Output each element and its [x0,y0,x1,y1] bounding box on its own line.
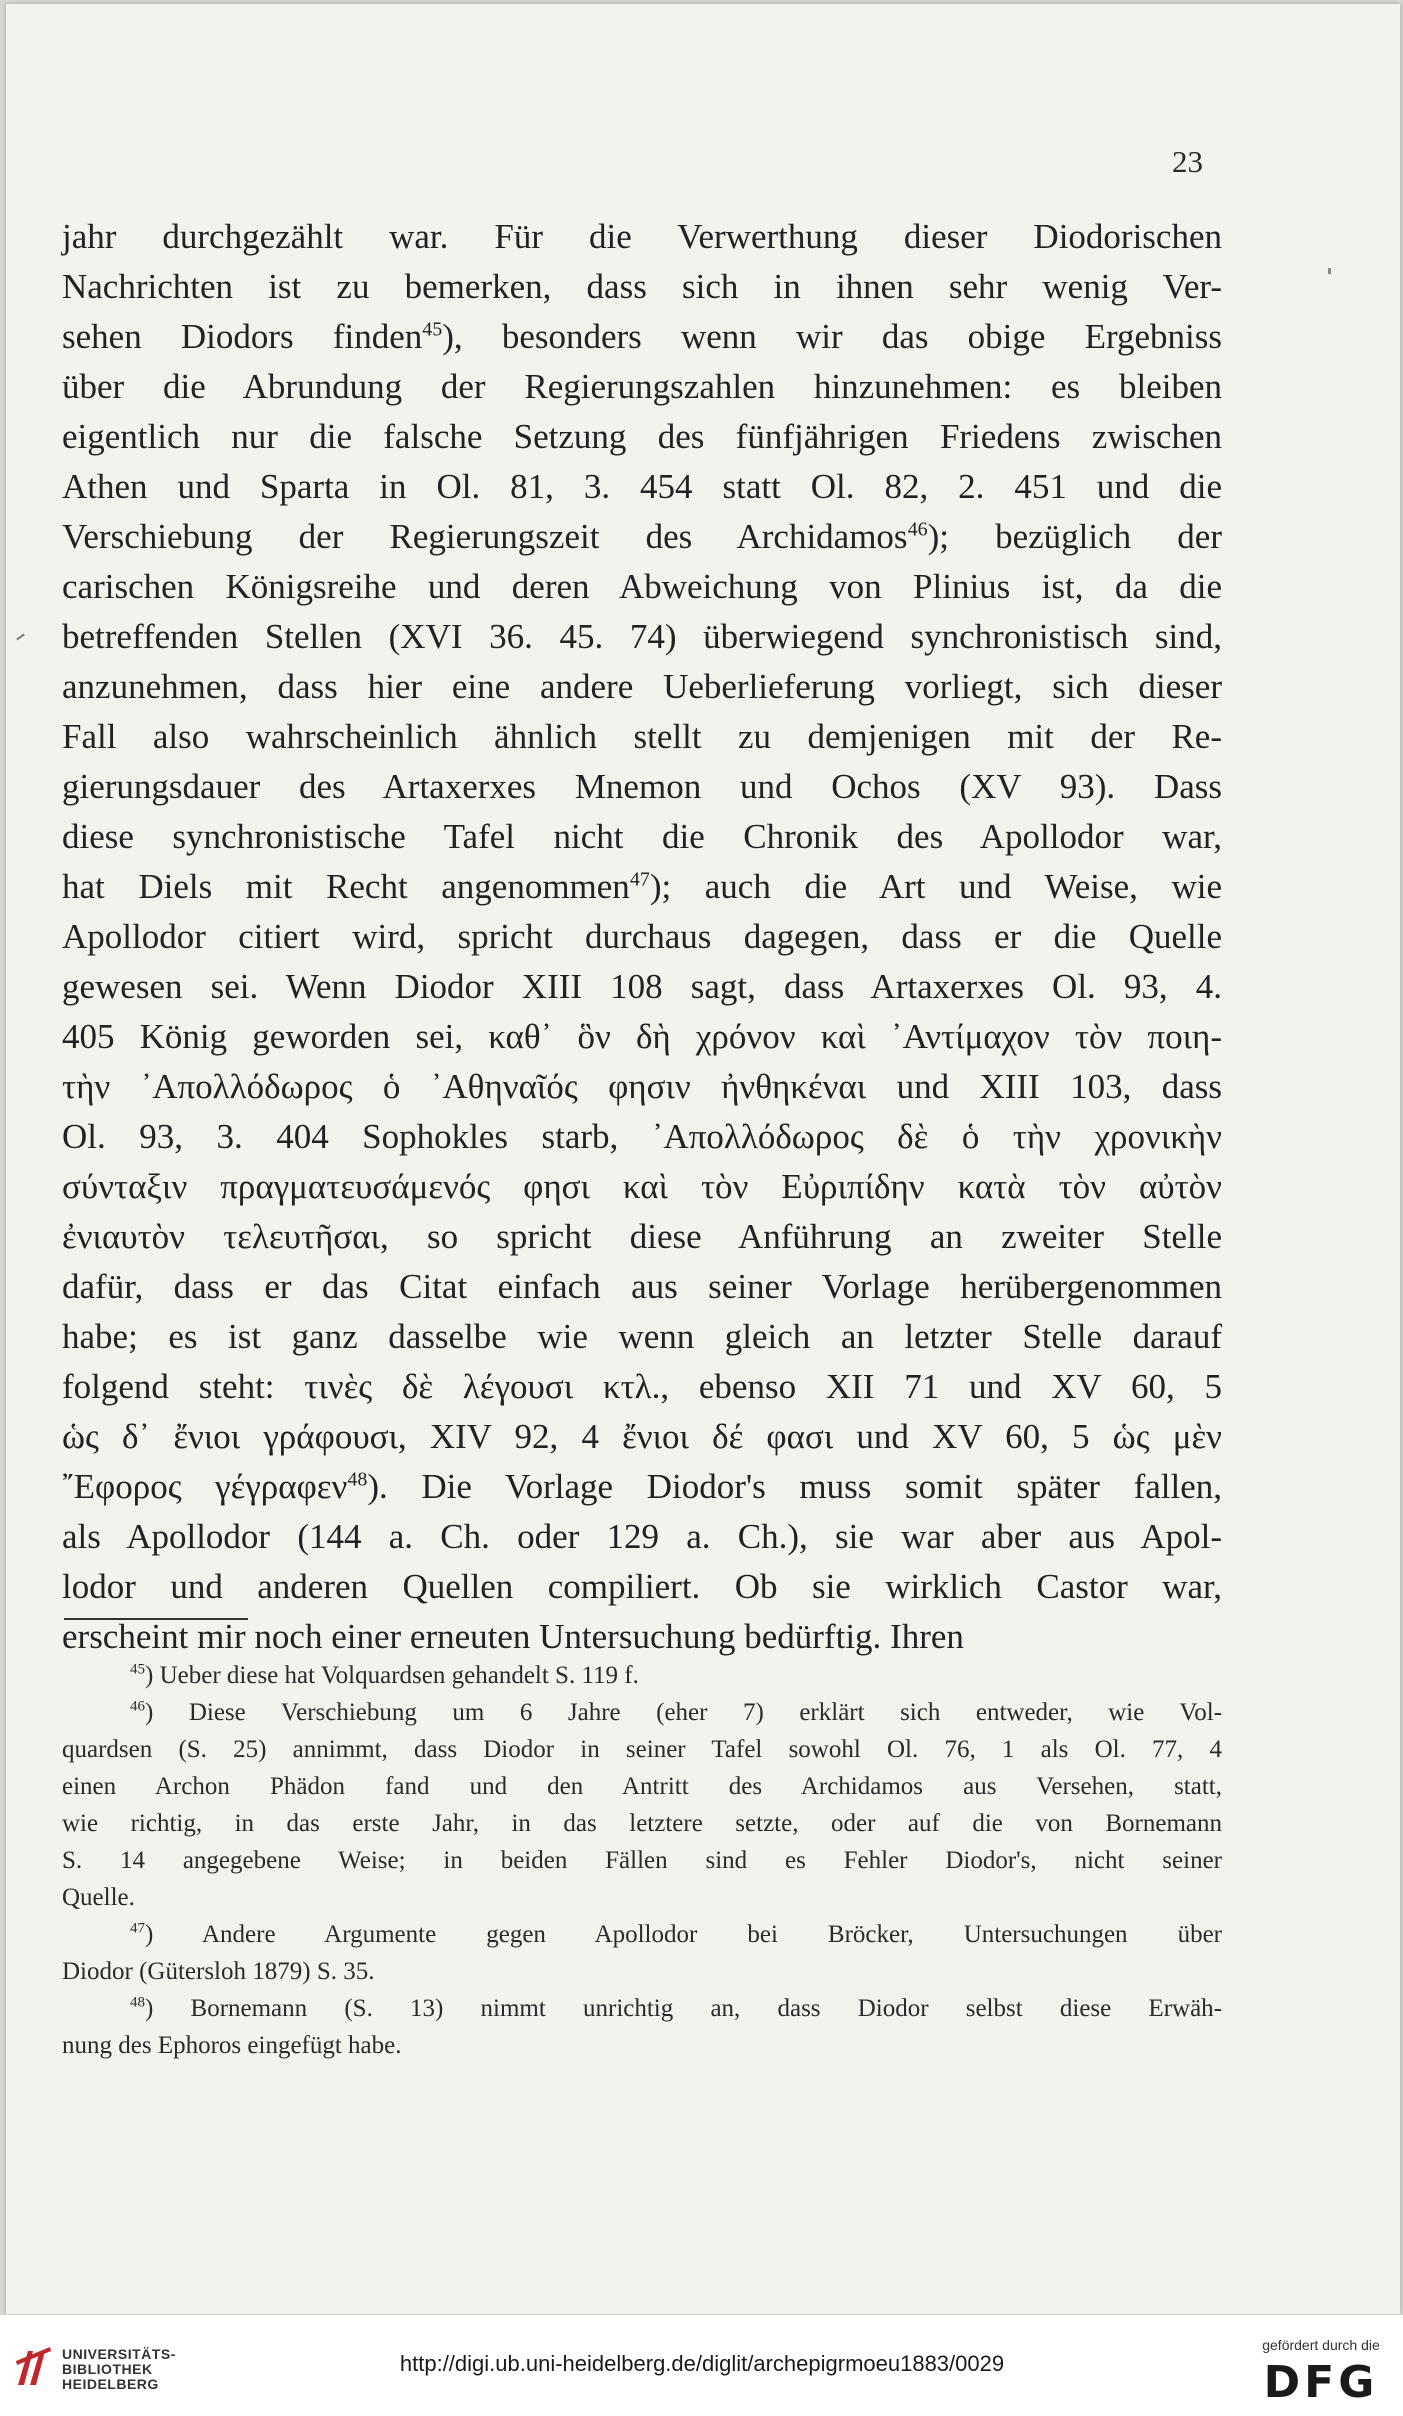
footnote-ref: 47 [629,868,650,891]
text-segment: Quelle. [62,1884,135,1911]
footnotes [62,1657,1222,2064]
text-segment: Diodor (Gütersloh 1879) S. 35. [62,1958,375,1985]
text-line [62,1062,1222,1112]
text-line [62,712,1222,762]
text-line [62,462,1222,512]
text-segment: einen Archon Phädon fand und den Antritt des Archidamos aus Versehen, statt, [62,1773,1222,1800]
footnote-line [62,2027,1222,2064]
text-segment: lodor und anderen Quellen compiliert. Ob sie wirklich Castor war, [62,1567,1222,1606]
text-line [62,1362,1222,1412]
text-segment: habe; es ist ganz dasselbe wie wenn gleich an letzter Stelle darauf [62,1317,1222,1356]
text-segment: dafür, dass er das Citat einfach aus seiner Vorlage herübergenommen [62,1267,1222,1306]
dfg-logo[interactable]: DFG [1263,2357,1379,2408]
text-segment: diese synchronistische Tafel nicht die Chronik des Apollodor war, [62,817,1222,856]
text-segment: folgend steht: τινὲς δὲ λέγουσι κτλ., ebenso XII 71 und XV 60, 5 [62,1367,1222,1406]
text-line [62,912,1222,962]
text-segment: ), besonders wenn wir das obige Ergebniss [442,317,1222,356]
footnote-line [62,1990,1222,2027]
text-line [62,1412,1222,1462]
footnote-divider [64,1618,248,1620]
text-line [62,1012,1222,1062]
footnote-line [62,1657,1222,1694]
text-segment: 405 König geworden sei, καθ᾽ ὃν δὴ χρόνον καὶ ᾽Αντίμαχον τὸν ποιη- [62,1017,1222,1056]
text-segment: ); auch die Art und Weise, wie [649,867,1222,906]
permalink-url[interactable]: http://digi.ub.uni-heidelberg.de/diglit/archepigrmoeu1883/0029 [399,2351,1005,2376]
text-segment: betreffenden Stellen (XVI 36. 45. 74) überwiegend synchronistisch sind, [62,617,1222,656]
text-line [62,962,1222,1012]
text-segment: über die Abrundung der Regierungszahlen hinzunehmen: es bleiben [62,367,1222,406]
library-name-line: UNIVERSITÄTS- [62,2346,176,2362]
text-line [62,212,1222,262]
text-line [62,1512,1222,1562]
footnote-number: 48 [130,1994,145,2011]
viewer-footer [0,2314,1403,2416]
footnote-line [62,1916,1222,1953]
text-segment: nung des Ephoros eingefügt habe. [62,2032,402,2059]
text-segment: ) Diese Verschiebung um 6 Jahre (eher 7) erklärt sich entweder, wie Vol- [145,1699,1222,1726]
text-segment: erscheint mir noch einer erneuten Untersuchung bedürftig. Ihren [62,1617,964,1656]
text-segment: τὴν ᾽Απολλόδωρος ὁ ᾽Αθηναῖός φησιν ἠνθηκέναι und XIII 103, dass [62,1067,1222,1106]
text-segment: eigentlich nur die falsche Setzung des fünfjährigen Friedens zwischen [62,417,1222,456]
text-segment: Nachrichten ist zu bemerken, dass sich in ihnen sehr wenig Ver- [62,267,1222,306]
text-segment: sehen Diodors finden [62,317,423,356]
scanned-page [6,4,1400,2314]
text-line [62,1212,1222,1262]
text-segment: gierungsdauer des Artaxerxes Mnemon und Ochos (XV 93). Dass [62,767,1222,806]
text-segment: ); bezüglich der [927,517,1223,556]
footnote-number: 46 [130,1698,145,1715]
text-segment: quardsen (S. 25) annimmt, dass Diodor in seiner Tafel sowohl Ol. 76, 1 als Ol. 77, 4 [62,1736,1222,1763]
text-segment: ἐνιαυτὸν τελευτῆσαι, so spricht diese Anführung an zweiter Stelle [62,1217,1222,1256]
text-segment: Fall also wahrscheinlich ähnlich stellt zu demjenigen mit der Re- [62,717,1222,756]
text-segment: Verschiebung der Regierungszeit des Archidamos [62,517,908,556]
library-name-line: BIBLIOTHEK [62,2361,153,2377]
text-line [62,562,1222,612]
footnote-line [62,1694,1222,1731]
text-line [62,362,1222,412]
footnote-line [62,1768,1222,1805]
footnote-line [62,1842,1222,1879]
footnote-line [62,1731,1222,1768]
text-line [62,412,1222,462]
text-segment: anzunehmen, dass hier eine andere Ueberlieferung vorliegt, sich dieser [62,667,1222,706]
text-segment: Athen und Sparta in Ol. 81, 3. 454 statt Ol. 82, 2. 451 und die [62,467,1222,506]
text-segment: Ol. 93, 3. 404 Sophokles starb, ᾽Απολλόδωρος δὲ ὁ τὴν χρονικὴν [62,1117,1222,1156]
text-line [62,1562,1222,1612]
text-segment: σύνταξιν πραγματευσάμενός φησι καὶ τὸν Εὐριπίδην κατὰ τὸν αὐτὸν [62,1167,1222,1206]
text-line [62,1162,1222,1212]
text-line [62,512,1222,562]
body-text [62,212,1222,1662]
text-line [62,612,1222,662]
footnote-number: 47 [130,1920,145,1937]
text-line [62,762,1222,812]
footnote-number: 45 [130,1661,145,1678]
page-number: 23 [1172,144,1203,179]
text-segment: ) Andere Argumente gegen Apollodor bei Bröcker, Untersuchungen über [145,1921,1222,1948]
text-segment: carischen Königsreihe und deren Abweichung von Plinius ist, da die [62,567,1222,606]
text-segment: jahr durchgezählt war. Für die Verwerthung dieser Diodorischen [62,217,1222,256]
heidelberg-library-logo-icon[interactable] [14,2341,54,2391]
text-line [62,662,1222,712]
margin-mark [16,634,25,641]
margin-mark [1328,268,1331,274]
footnote-line [62,1805,1222,1842]
text-segment: ). Die Vorlage Diodor's muss somit später fallen, [367,1467,1223,1506]
text-segment: ὡς δ᾽ ἔνιοι γράφουσι, XIV 92, 4 ἔνιοι δέ φασι und XV 60, 5 ὡς μὲν [62,1417,1222,1456]
text-line [62,1112,1222,1162]
text-line [62,812,1222,862]
text-segment: als Apollodor (144 a. Ch. oder 129 a. Ch.), sie war aber aus Apol- [62,1517,1222,1556]
text-segment: gewesen sei. Wenn Diodor XIII 108 sagt, dass Artaxerxes Ol. 93, 4. [62,967,1222,1006]
footnote-ref: 45 [422,318,443,341]
text-segment: Apollodor citiert wird, spricht durchaus dagegen, dass er die Quelle [62,917,1222,956]
text-segment: ) Ueber diese hat Volquardsen gehandelt S. 119 f. [145,1662,639,1689]
funded-by-label: gefördert durch die [1262,2337,1380,2353]
text-line [62,862,1222,912]
text-line [62,312,1222,362]
footnote-ref: 46 [907,518,928,541]
text-line [62,262,1222,312]
text-segment: wie richtig, in das erste Jahr, in das letztere setzte, oder auf die von Bornemann [62,1810,1222,1837]
library-name-line: HEIDELBERG [62,2376,159,2392]
library-name[interactable] [62,2347,176,2392]
footnote-line [62,1879,1222,1916]
text-line [62,1312,1222,1362]
text-segment: ) Bornemann (S. 13) nimmt unrichtig an, dass Diodor selbst diese Erwäh- [145,1995,1222,2022]
text-line [62,1262,1222,1312]
text-segment: S. 14 angegebene Weise; in beiden Fällen sind es Fehler Diodor's, nicht seiner [62,1847,1222,1874]
text-segment: hat Diels mit Recht angenommen [62,867,630,906]
footnote-line [62,1953,1222,1990]
footnote-ref: 48 [347,1468,368,1491]
text-segment: ῎Εφορος γέγραφεν [62,1467,348,1506]
text-line [62,1462,1222,1512]
